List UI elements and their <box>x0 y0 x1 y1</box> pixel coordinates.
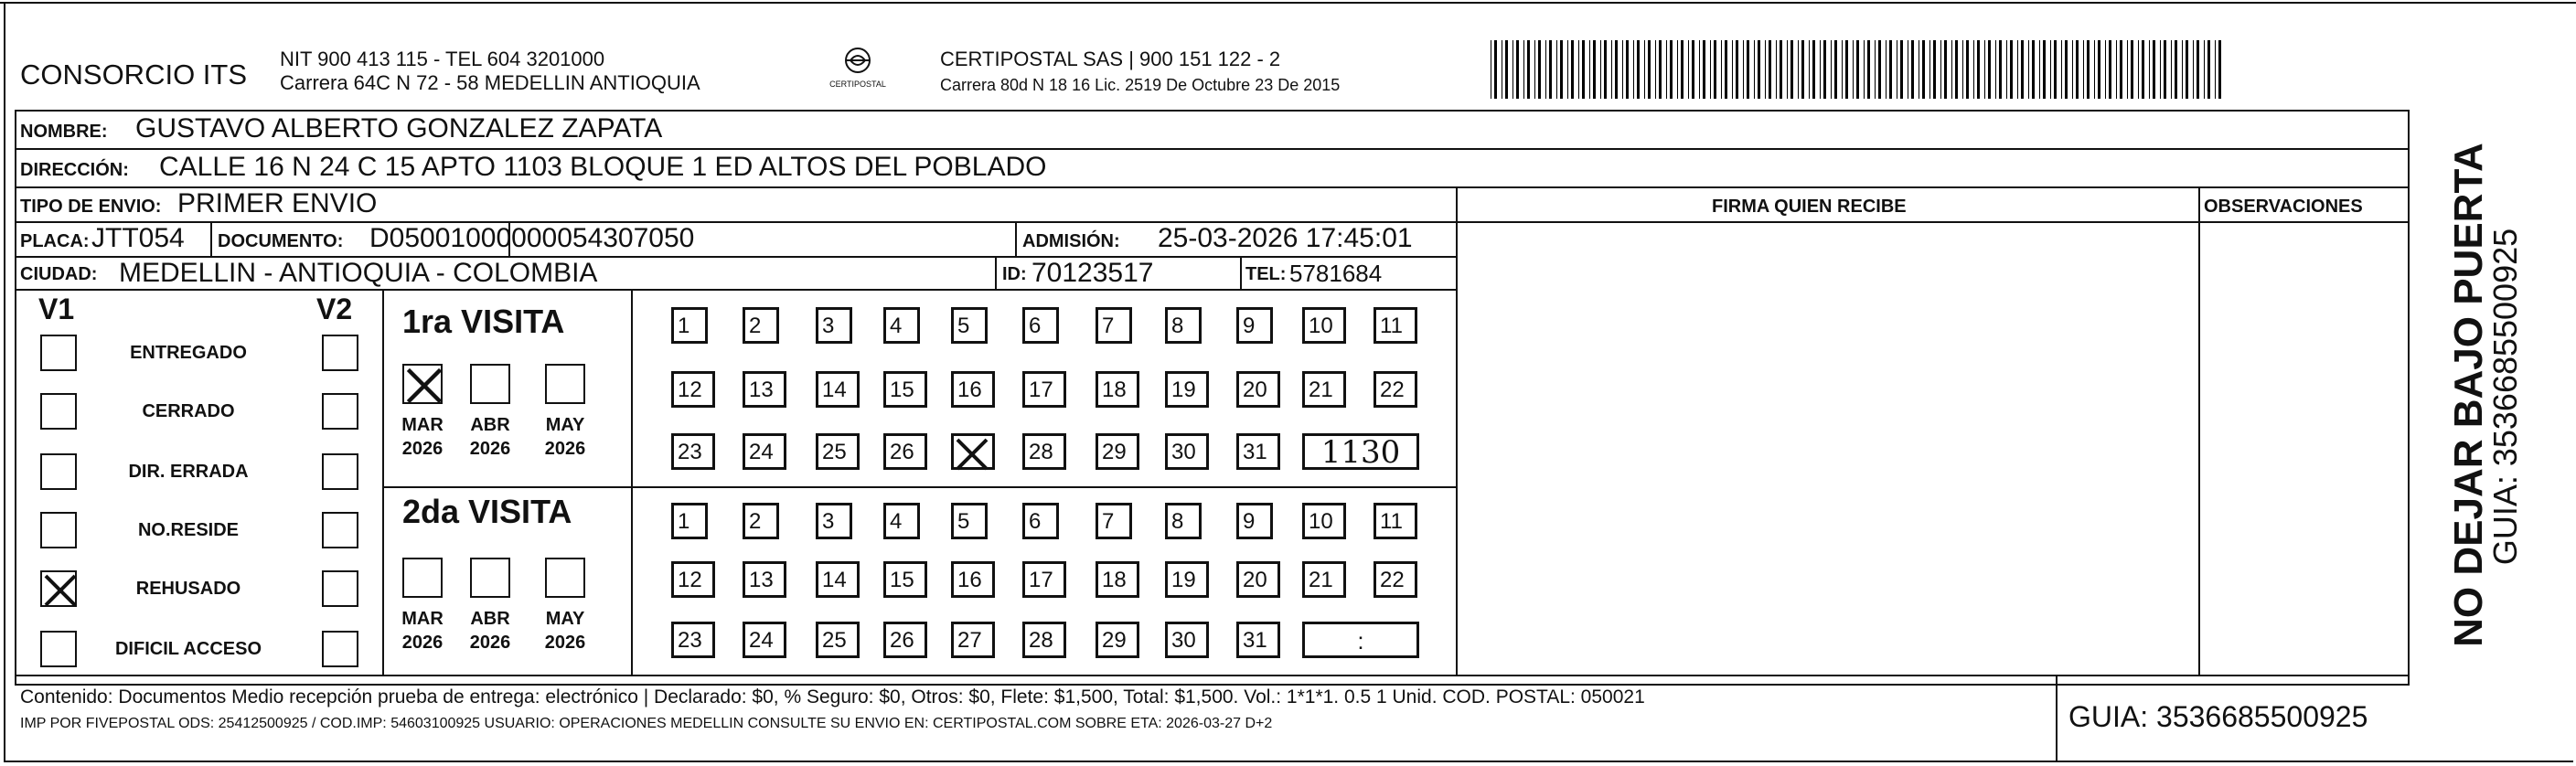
documento-label: DOCUMENTO: <box>218 231 344 251</box>
status-label: CERRADO <box>142 401 235 421</box>
col-line <box>995 256 997 289</box>
day-box[interactable]: 22 <box>1374 371 1417 408</box>
day-box[interactable]: 31 <box>1236 622 1280 658</box>
month-name: MAR <box>401 415 444 435</box>
id-label: ID: <box>1002 264 1027 284</box>
day-box[interactable]: 30 <box>1165 433 1209 470</box>
day-box[interactable]: 26 <box>883 622 927 658</box>
day-box[interactable]: 24 <box>743 433 786 470</box>
visit2-title: 2da VISITA <box>402 493 572 530</box>
month-label <box>463 413 518 461</box>
tipo-envio-label: TIPO DE ENVIO: <box>20 197 162 217</box>
day-box[interactable]: 21 <box>1302 371 1346 408</box>
company-line2: Carrera 64C N 72 - 58 MEDELLIN ANTIOQUIA <box>280 71 700 94</box>
documento-value: D05001000000054307050 <box>369 223 695 253</box>
day-box[interactable]: 22 <box>1374 561 1417 598</box>
id-value: 70123517 <box>1031 258 1154 288</box>
day-box[interactable]: 4 <box>883 503 920 539</box>
day-box[interactable]: 4 <box>883 307 920 344</box>
month-checkbox[interactable] <box>470 558 510 598</box>
status-v1-checkbox[interactable] <box>40 570 77 607</box>
direccion-label: DIRECCIÓN: <box>20 160 129 180</box>
status-label: ENTREGADO <box>130 343 247 363</box>
day-box[interactable]: 30 <box>1165 622 1209 658</box>
day-box[interactable]: 28 <box>1022 433 1066 470</box>
day-box[interactable]: 28 <box>1022 622 1066 658</box>
month-year: 2026 <box>544 439 586 459</box>
status-v1-checkbox[interactable] <box>40 631 77 667</box>
barcode <box>1491 40 2222 99</box>
nombre-value: GUSTAVO ALBERTO GONZALEZ ZAPATA <box>135 113 663 144</box>
day-box[interactable]: 3 <box>816 503 852 539</box>
side-notice <box>2414 110 2524 676</box>
month-name: MAY <box>545 415 585 435</box>
month-checkbox[interactable] <box>545 558 585 598</box>
status-v1-checkbox[interactable] <box>40 335 77 371</box>
day-box[interactable]: 2 <box>743 307 779 344</box>
company-name: CONSORCIO ITS <box>20 59 248 90</box>
row-line <box>382 486 1456 488</box>
col-line <box>2056 675 2058 761</box>
day-box[interactable]: 23 <box>671 622 715 658</box>
month-checkbox[interactable] <box>402 364 443 404</box>
day-box[interactable]: 20 <box>1236 561 1280 598</box>
day-box[interactable]: 27 <box>951 622 995 658</box>
day-box[interactable]: 13 <box>743 561 786 598</box>
col-line <box>1240 256 1242 289</box>
row-line <box>15 148 2410 150</box>
placa-value: JTT054 <box>91 223 185 253</box>
day-box[interactable]: 5 <box>951 503 988 539</box>
day-box[interactable]: 16 <box>951 561 995 598</box>
day-box[interactable]: 23 <box>671 433 715 470</box>
day-box[interactable]: 19 <box>1165 561 1209 598</box>
v2-label: V2 <box>316 293 353 325</box>
row-line <box>15 289 1456 291</box>
nombre-label: NOMBRE: <box>20 122 108 142</box>
v1-label: V1 <box>38 293 75 325</box>
day-box[interactable]: 1 <box>671 307 708 344</box>
footer-guia: GUIA: 3536685500925 <box>2068 700 2368 733</box>
day-box[interactable]: 7 <box>1096 503 1132 539</box>
day-box[interactable]: 18 <box>1096 371 1139 408</box>
status-v2-checkbox[interactable] <box>322 631 358 667</box>
status-v2-checkbox[interactable] <box>322 393 358 430</box>
status-v1-checkbox[interactable] <box>40 453 77 490</box>
day-box[interactable]: 20 <box>1236 371 1280 408</box>
day-box[interactable] <box>951 433 995 470</box>
day-box[interactable]: 31 <box>1236 433 1280 470</box>
status-v1-checkbox[interactable] <box>40 393 77 430</box>
direccion-value: CALLE 16 N 24 C 15 APTO 1103 BLOQUE 1 ED ALTOS DEL POBLADO <box>159 152 1047 182</box>
day-box[interactable]: 13 <box>743 371 786 408</box>
footer-imp: IMP POR FIVEPOSTAL ODS: 25412500925 / COD.IMP: 54603100925 USUARIO: OPERACIONES MEDELLIN CONSULTE SU ENVIO EN: CERTIPOSTAL.COM SOBRE ETA: 2026-03-27 D+2 <box>20 716 1273 731</box>
status-label: DIR. ERRADA <box>128 462 249 482</box>
month-checkbox[interactable] <box>545 364 585 404</box>
visit1-title: 1ra VISITA <box>402 303 565 340</box>
month-label <box>538 607 593 654</box>
day-box[interactable]: 14 <box>816 561 860 598</box>
status-v2-checkbox[interactable] <box>322 453 358 490</box>
day-box[interactable]: 25 <box>816 622 860 658</box>
status-v1-checkbox[interactable] <box>40 512 77 548</box>
side-no-dejar: NO DEJAR BAJO PUERTA <box>2446 143 2491 647</box>
month-label <box>463 607 518 654</box>
month-name: MAY <box>545 609 585 629</box>
company-line1: NIT 900 413 115 - TEL 604 3201000 <box>280 48 605 70</box>
day-box[interactable]: 15 <box>883 371 927 408</box>
admision-value: 25-03-2026 17:45:01 <box>1158 223 1413 253</box>
ciudad-value: MEDELLIN - ANTIOQUIA - COLOMBIA <box>119 258 598 288</box>
top-border <box>0 2 2576 4</box>
day-box[interactable]: 14 <box>816 371 860 408</box>
day-box[interactable]: 10 <box>1302 503 1346 539</box>
month-year: 2026 <box>544 633 586 653</box>
day-box[interactable]: 17 <box>1022 371 1066 408</box>
status-label: REHUSADO <box>135 579 241 599</box>
certipostal-logo <box>819 44 896 95</box>
month-year: 2026 <box>401 633 444 653</box>
day-box[interactable]: 18 <box>1096 561 1139 598</box>
month-checkbox[interactable] <box>470 364 510 404</box>
day-box[interactable]: 24 <box>743 622 786 658</box>
day-box[interactable]: 29 <box>1096 433 1139 470</box>
month-checkbox[interactable] <box>402 558 443 598</box>
tel-label: TEL: <box>1245 264 1287 284</box>
courier-line1: CERTIPOSTAL SAS | 900 151 122 - 2 <box>940 48 1281 70</box>
day-box[interactable]: 1 <box>671 503 708 539</box>
month-label <box>538 413 593 461</box>
month-name: ABR <box>470 415 510 435</box>
month-label <box>395 413 450 461</box>
status-label: NO.RESIDE <box>137 520 240 540</box>
day-box[interactable]: 3 <box>816 307 852 344</box>
tel-value: 5781684 <box>1289 260 1383 287</box>
col-line <box>1456 186 1458 675</box>
status-label: DIFICIL ACCESO <box>114 639 262 659</box>
logo-text: CERTIPOSTAL <box>829 80 886 89</box>
day-box[interactable]: 7 <box>1096 307 1132 344</box>
status-v2-checkbox[interactable] <box>322 512 358 548</box>
day-box[interactable]: 25 <box>816 433 860 470</box>
month-name: MAR <box>401 609 444 629</box>
left-border <box>4 4 5 762</box>
courier-line2: Carrera 80d N 18 16 Lic. 2519 De Octubre 23 De 2015 <box>940 76 1341 94</box>
day-box[interactable]: 26 <box>883 433 927 470</box>
side-guia: GUIA: 3536685500925 <box>2486 228 2524 566</box>
status-v2-checkbox[interactable] <box>322 335 358 371</box>
month-name: ABR <box>470 609 510 629</box>
day-box[interactable]: 12 <box>671 371 715 408</box>
col-line <box>210 221 212 256</box>
placa-label: PLACA: <box>20 231 90 251</box>
day-box[interactable]: 12 <box>671 561 715 598</box>
col-line <box>1015 221 1017 256</box>
footer-contenido: Contenido: Documentos Medio recepción prueba de entrega: electrónico | Declarado: $0, % Seguro: $0, Otros: $0, Flete: $1,500, Total: $1,500. Vol.: 1*1*1. 0.5 1 Unid. COD. POSTAL: 050021 <box>20 686 1645 707</box>
day-box[interactable]: 11 <box>1374 307 1417 344</box>
firma-header: FIRMA QUIEN RECIBE <box>1712 197 1907 217</box>
bottom-border <box>4 761 2573 762</box>
status-v2-checkbox[interactable] <box>322 570 358 607</box>
day-box[interactable]: 5 <box>951 307 988 344</box>
day-box[interactable]: 11 <box>1374 503 1417 539</box>
day-box[interactable]: 2 <box>743 503 779 539</box>
col-line <box>382 289 384 675</box>
day-box[interactable]: 8 <box>1165 503 1202 539</box>
month-year: 2026 <box>469 633 511 653</box>
day-box[interactable]: 17 <box>1022 561 1066 598</box>
day-box[interactable]: 21 <box>1302 561 1346 598</box>
day-box[interactable]: 16 <box>951 371 995 408</box>
tipo-envio-value: PRIMER ENVIO <box>177 188 378 218</box>
day-box[interactable]: 29 <box>1096 622 1139 658</box>
col-line <box>631 289 633 675</box>
day-box[interactable]: 15 <box>883 561 927 598</box>
day-box[interactable]: 9 <box>1236 307 1273 344</box>
day-box[interactable]: 8 <box>1165 307 1202 344</box>
admision-label: ADMISIÓN: <box>1022 231 1120 251</box>
month-label <box>395 607 450 654</box>
day-box[interactable]: 6 <box>1022 307 1059 344</box>
col-line <box>2198 186 2200 675</box>
month-year: 2026 <box>469 439 511 459</box>
day-box[interactable]: 9 <box>1236 503 1273 539</box>
row-line <box>15 675 2410 676</box>
time-box[interactable]: : <box>1302 622 1419 658</box>
day-box[interactable]: 10 <box>1302 307 1346 344</box>
ciudad-label: CIUDAD: <box>20 264 98 284</box>
month-year: 2026 <box>401 439 444 459</box>
day-box[interactable]: 6 <box>1022 503 1059 539</box>
day-box[interactable]: 19 <box>1165 371 1209 408</box>
time-box[interactable]: 1130 <box>1302 433 1419 470</box>
observaciones-header: OBSERVACIONES <box>2204 197 2363 217</box>
